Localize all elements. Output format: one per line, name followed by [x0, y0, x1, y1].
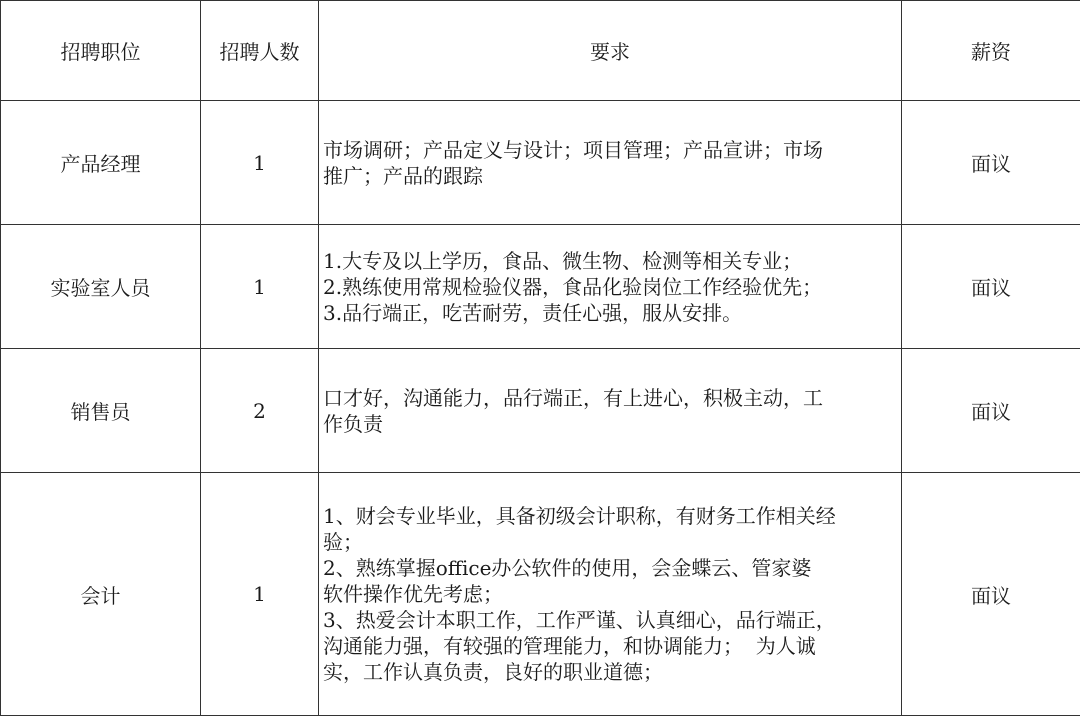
requirements-cell: [319, 101, 902, 225]
requirement-line: 2、熟练掌握office办公软件的使用，会金蝶云、管家婆: [323, 555, 897, 581]
position-cell: 实验室人员: [1, 225, 201, 349]
requirements-cell: [319, 349, 902, 473]
header-requirements: 要求: [319, 1, 902, 101]
requirements-cell: [319, 225, 902, 349]
requirement-line: 软件操作优先考虑；: [323, 581, 897, 607]
table-row: [1, 473, 1080, 716]
requirement-line: 1、财会专业毕业，具备初级会计职称，有财务工作相关经: [323, 503, 897, 529]
count-cell: 2: [201, 349, 319, 473]
table-row: [1, 225, 1080, 349]
requirement-line: 作负责: [323, 411, 897, 437]
requirement-line: 3.品行端正，吃苦耐劳，责任心强，服从安排。: [323, 300, 897, 326]
requirement-line: 3、热爱会计本职工作，工作严谨、认真细心，品行端正，: [323, 607, 897, 633]
count-cell: 1: [201, 101, 319, 225]
requirement-line: 1.大专及以上学历，食品、微生物、检测等相关专业；: [323, 248, 897, 274]
header-salary: 薪资: [902, 1, 1080, 101]
requirement-line: 沟通能力强，有较强的管理能力，和协调能力； 为人诚: [323, 633, 897, 659]
count-cell: 1: [201, 225, 319, 349]
salary-cell: 面议: [902, 101, 1080, 225]
header-row: [1, 1, 1080, 101]
requirement-line: 2.熟练使用常规检验仪器，食品化验岗位工作经验优先；: [323, 274, 897, 300]
position-cell: 产品经理: [1, 101, 201, 225]
requirements-cell: [319, 473, 902, 716]
requirement-line: 市场调研；产品定义与设计；项目管理；产品宣讲；市场: [323, 137, 897, 163]
salary-cell: 面议: [902, 473, 1080, 716]
header-count: 招聘人数: [201, 1, 319, 101]
position-cell: 销售员: [1, 349, 201, 473]
position-cell: 会计: [1, 473, 201, 716]
requirement-line: 验；: [323, 529, 897, 555]
table-row: [1, 349, 1080, 473]
count-cell: 1: [201, 473, 319, 716]
requirement-line: 实，工作认真负责，良好的职业道德；: [323, 659, 897, 685]
requirement-line: 口才好，沟通能力，品行端正，有上进心，积极主动，工: [323, 385, 897, 411]
requirement-line: 推广；产品的跟踪: [323, 163, 897, 189]
salary-cell: 面议: [902, 349, 1080, 473]
salary-cell: 面议: [902, 225, 1080, 349]
header-position: 招聘职位: [1, 1, 201, 101]
table-row: [1, 101, 1080, 225]
